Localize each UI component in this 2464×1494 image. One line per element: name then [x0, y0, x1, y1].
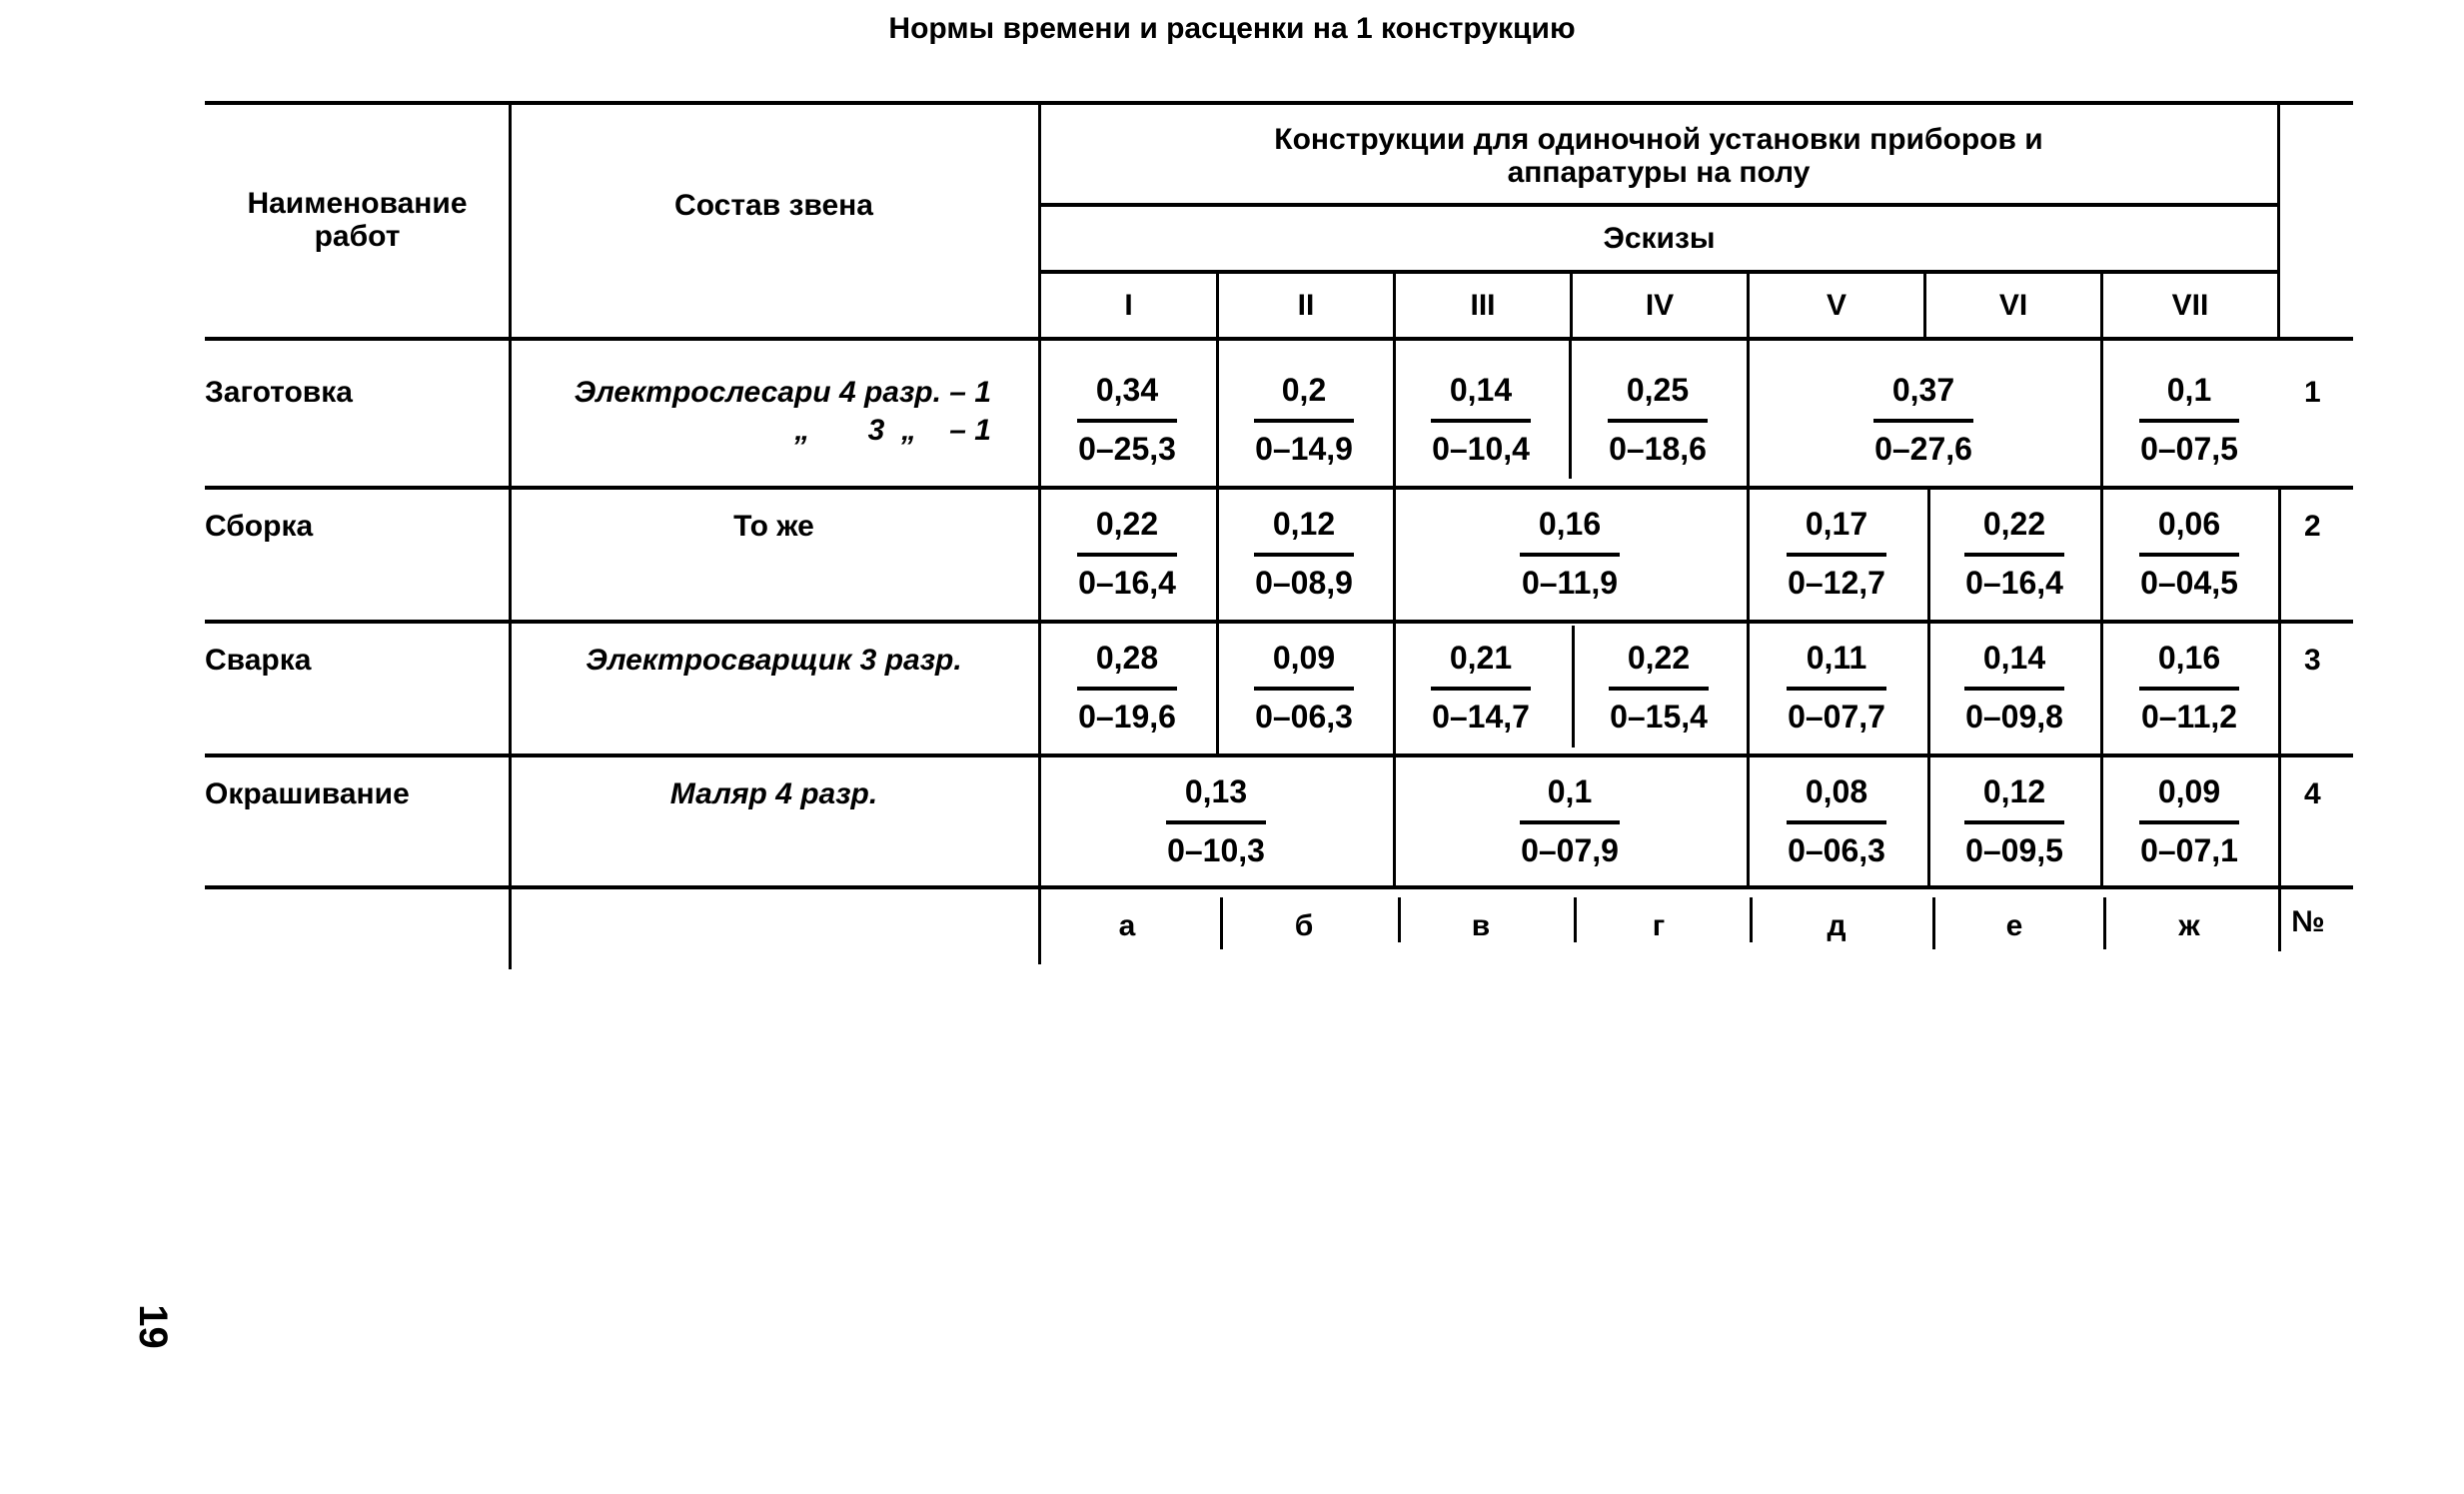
- value-cell: 0,14 0–09,8: [1965, 640, 2063, 735]
- row-number-2: 2: [2304, 510, 2321, 543]
- value-cell: 0,22 0–16,4: [1078, 506, 1176, 601]
- value-cell: 0,12 0–08,9: [1255, 506, 1353, 601]
- value-cell: 0,14 0–10,4: [1432, 372, 1530, 467]
- row-number-1: 1: [2304, 376, 2321, 409]
- value-cell: 0,16 0–11,9: [1521, 506, 1619, 601]
- row-number-3: 3: [2304, 644, 2321, 677]
- crew-row-4: Маляр 4 разр.: [669, 777, 878, 810]
- column-letter-e: е: [2005, 909, 2023, 942]
- value-cell: 0,22 0–16,4: [1965, 506, 2063, 601]
- header-sketches: Эскизы: [1603, 221, 1716, 255]
- roman-I: I: [1124, 288, 1133, 322]
- value-cell: 0,21 0–14,7: [1432, 640, 1530, 735]
- value-cell: 0,1 0–07,9: [1521, 773, 1619, 868]
- value-cell: 0,09 0–06,3: [1255, 640, 1353, 735]
- value-cell: 0,16 0–11,2: [2140, 640, 2238, 735]
- row-number-4: 4: [2304, 777, 2321, 810]
- value-cell: 0,11 0–07,7: [1788, 640, 1885, 735]
- value-cell: 0,37 0–27,6: [1874, 372, 1972, 467]
- header-work-name: Наименование работ: [247, 187, 468, 253]
- row-name-3: Сварка: [205, 644, 312, 677]
- value-cell: 0,25 0–18,6: [1609, 372, 1707, 467]
- row-name-2: Сборка: [205, 510, 314, 543]
- value-cell: 0,09 0–07,1: [2140, 773, 2238, 868]
- value-cell: 0,17 0–12,7: [1788, 506, 1885, 601]
- number-column-label: №: [2291, 905, 2325, 938]
- column-letter-g: г: [1652, 909, 1666, 942]
- column-letter-b: б: [1294, 909, 1314, 942]
- value-cell: 0,13 0–10,3: [1167, 773, 1265, 868]
- crew-row-3: Электросварщик 3 разр.: [586, 644, 962, 677]
- row-name-4: Окрашивание: [205, 777, 410, 810]
- roman-III: III: [1470, 288, 1496, 322]
- page-number: 19: [130, 1304, 175, 1349]
- column-letter-d: д: [1827, 909, 1847, 942]
- crew-row-2: То же: [733, 510, 814, 543]
- column-letter-a: а: [1118, 909, 1136, 942]
- roman-IV: IV: [1645, 288, 1675, 322]
- roman-VII: VII: [2171, 288, 2209, 322]
- page-title: Нормы времени и расценки на 1 конструкцию: [888, 12, 1576, 45]
- column-letter-zh: ж: [2178, 909, 2200, 942]
- value-cell: 0,22 0–15,4: [1610, 640, 1708, 735]
- row-name-1: Заготовка: [205, 376, 353, 409]
- roman-II: II: [1297, 288, 1315, 322]
- value-cell: 0,34 0–25,3: [1078, 372, 1176, 467]
- header-constructions: Конструкции для одиночной установки приборов и аппаратуры на полу: [1274, 123, 2043, 189]
- column-letter-v: в: [1471, 909, 1491, 942]
- value-cell: 0,12 0–09,5: [1965, 773, 2063, 868]
- value-cell: 0,2 0–14,9: [1255, 372, 1353, 467]
- value-cell: 0,06 0–04,5: [2140, 506, 2238, 601]
- crew-row-1-line2: „ 3 „ – 1: [794, 414, 991, 447]
- roman-VI: VI: [1998, 288, 2028, 322]
- roman-V: V: [1826, 288, 1847, 322]
- header-crew: Состав звена: [674, 188, 873, 222]
- value-cell: 0,28 0–19,6: [1078, 640, 1176, 735]
- value-cell: 0,08 0–06,3: [1788, 773, 1885, 868]
- crew-row-1-line1: Электрослесари 4 разр. – 1: [574, 376, 991, 409]
- value-cell: 0,1 0–07,5: [2140, 372, 2238, 467]
